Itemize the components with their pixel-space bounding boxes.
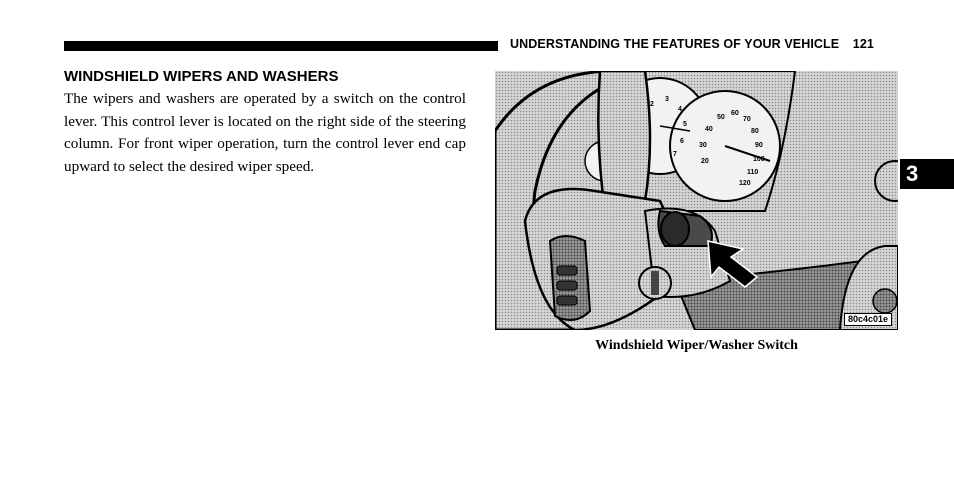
gauge-number: 50 — [717, 114, 725, 121]
header-rule — [64, 41, 498, 51]
gauge-number: 90 — [755, 142, 763, 149]
gauge-number: 80 — [751, 128, 759, 135]
gauge-number: 5 — [683, 121, 687, 128]
gauge-number: 2 — [650, 101, 654, 108]
header-title: UNDERSTANDING THE FEATURES OF YOUR VEHICLE — [510, 37, 840, 51]
gauge-number: 40 — [705, 126, 713, 133]
wiper-switch-illustration — [495, 71, 898, 330]
gauge-number: 70 — [743, 116, 751, 123]
gauge-number: 4 — [678, 106, 682, 113]
gauge-number: 7 — [673, 151, 677, 158]
figure-label: 80c4c01e — [844, 313, 892, 326]
chapter-tab — [900, 159, 954, 189]
gauge-number: 30 — [699, 142, 707, 149]
gauge-number: 110 — [747, 169, 759, 176]
page-number: 121 — [852, 37, 874, 51]
running-header — [510, 37, 874, 51]
figure-caption: Windshield Wiper/Washer Switch — [595, 338, 798, 353]
gauge-number: 120 — [739, 180, 751, 187]
gauge-number: 3 — [665, 96, 669, 103]
gauge-number: 100 — [753, 156, 765, 163]
chapter-tab-number: 3 — [906, 161, 919, 186]
gauge-number: 60 — [731, 110, 739, 117]
gauge-number: 6 — [680, 138, 684, 145]
gauge-number: 20 — [701, 158, 709, 165]
section-title: WINDSHIELD WIPERS AND WASHERS — [64, 68, 339, 85]
section-body: The wipers and washers are operated by a switch on the control lever. This control lever is located on the right side of the steering column. For front wiper operation, turn the control lever end cap upward to select the desired wiper speed. — [64, 90, 466, 175]
illustration-svg — [495, 71, 898, 330]
